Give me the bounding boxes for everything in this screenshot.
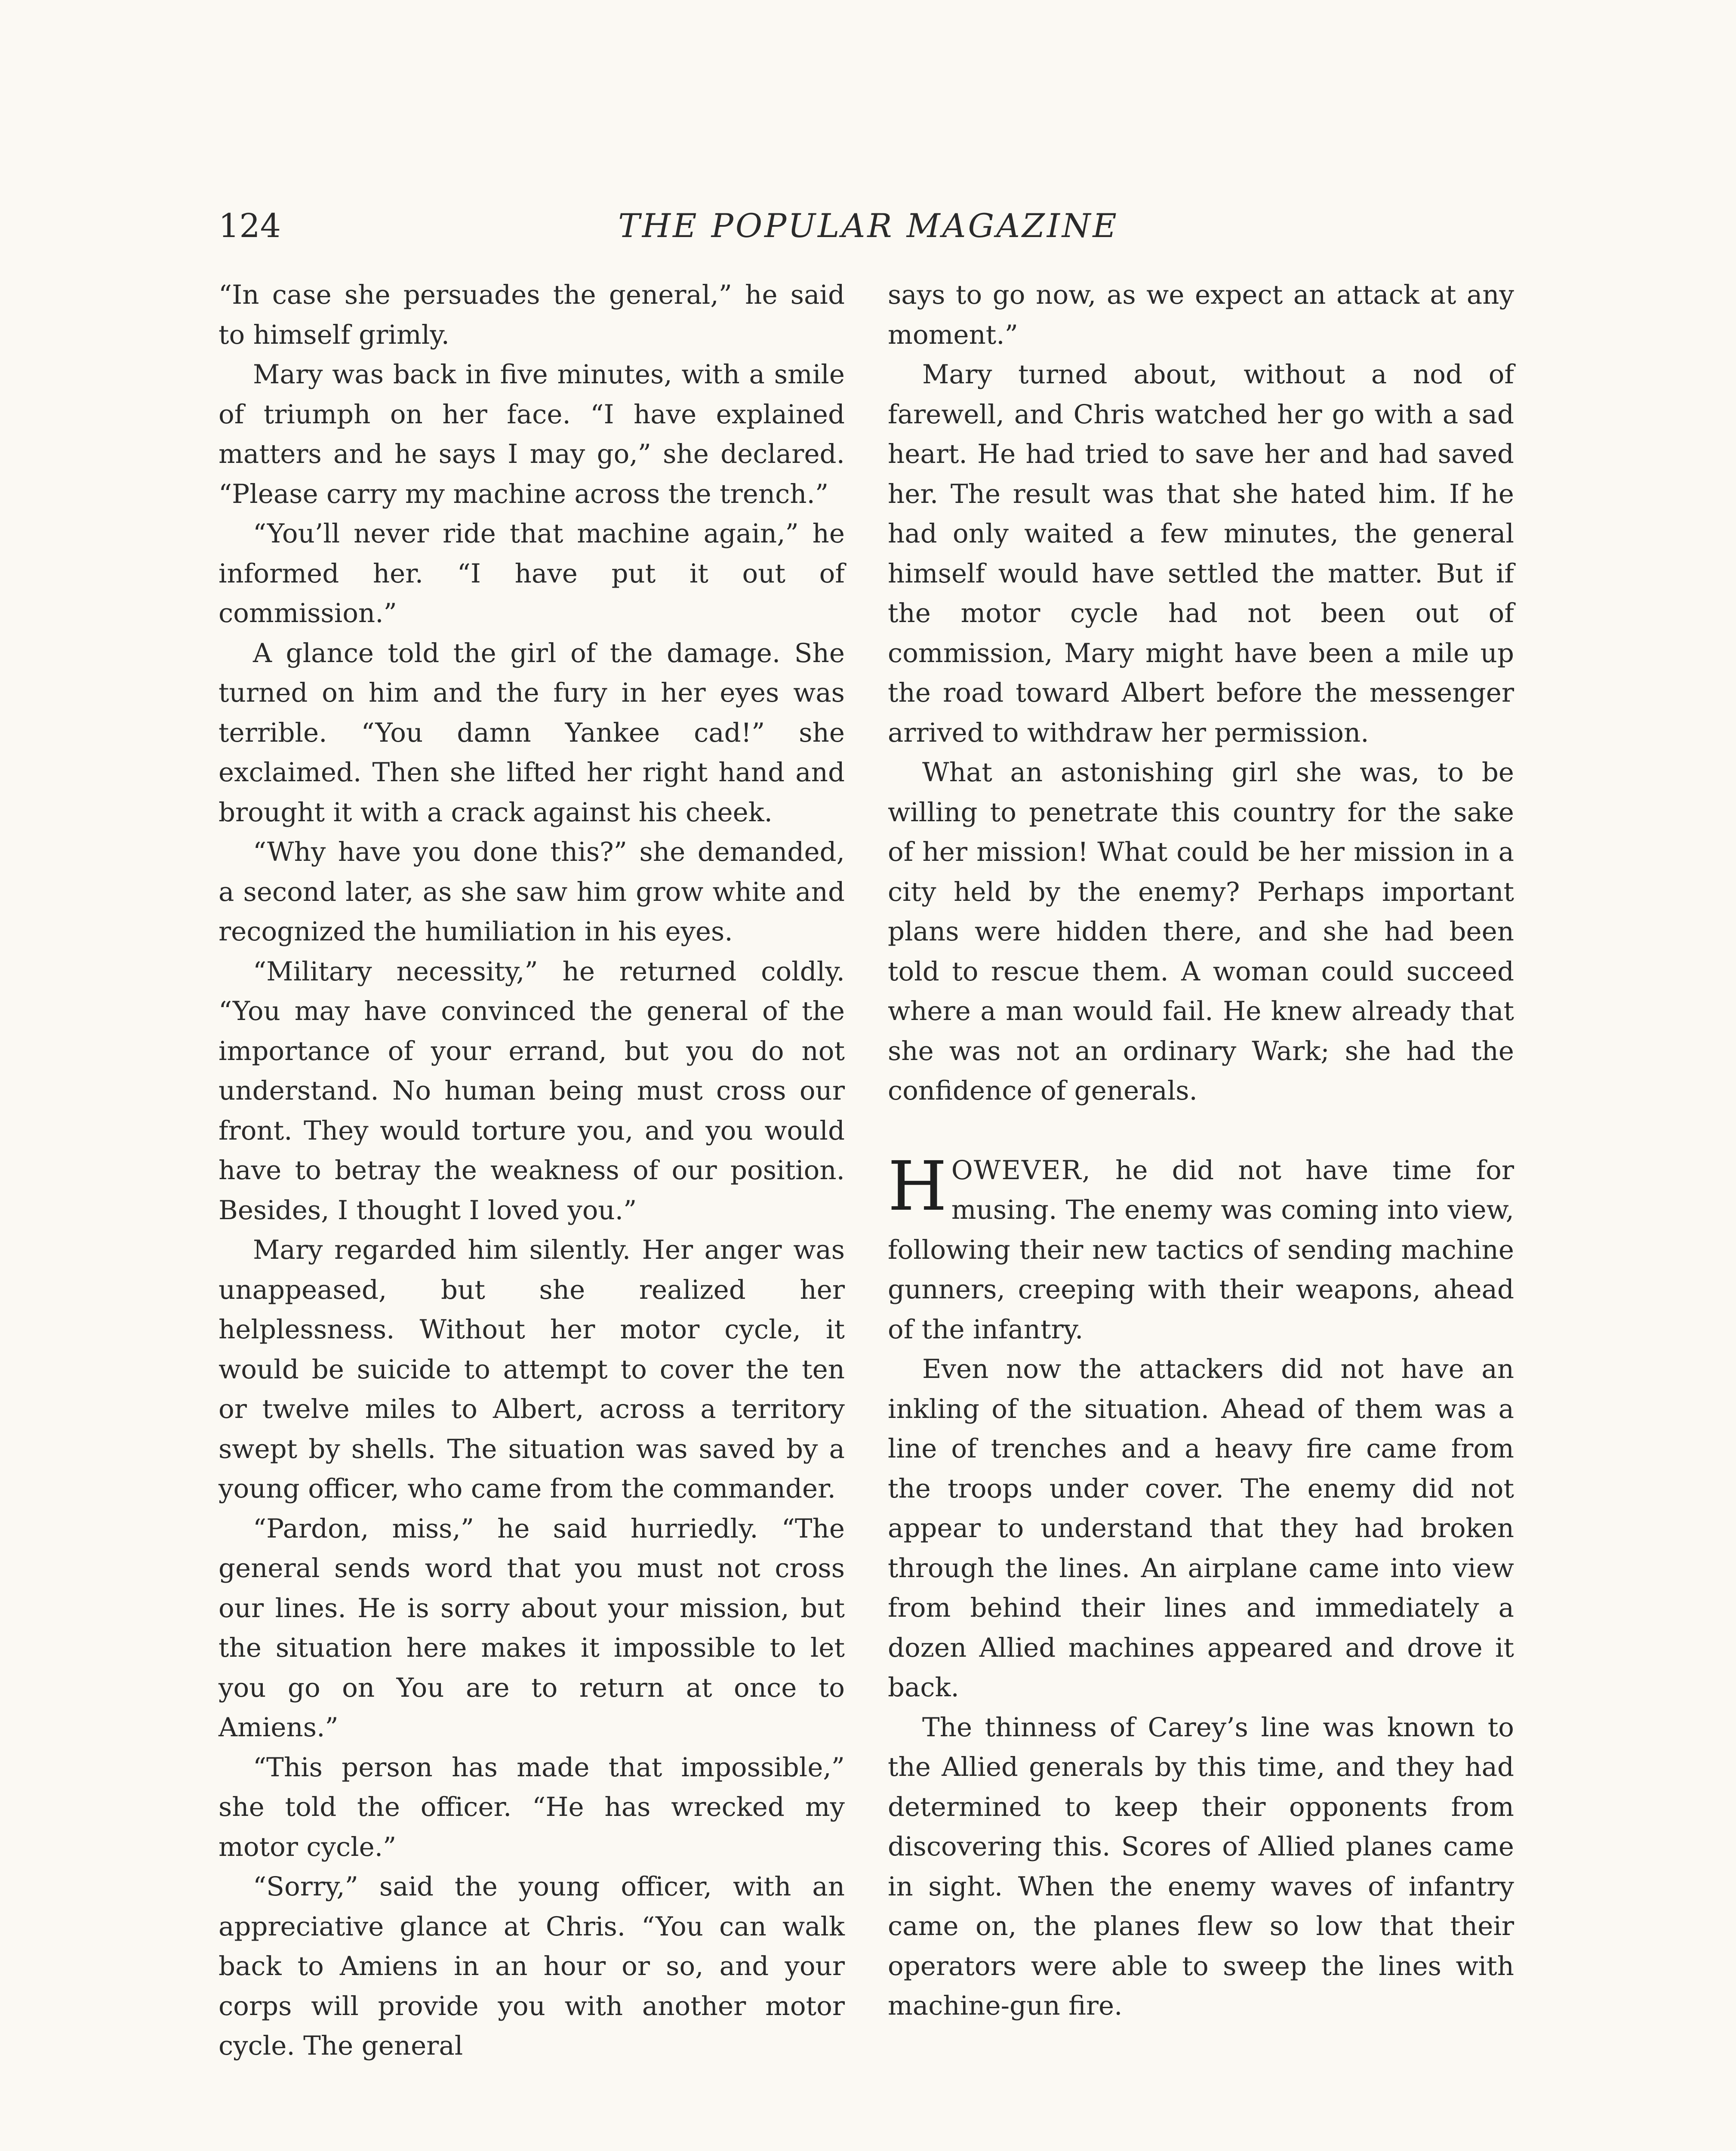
paragraph: “Sorry,” said the young officer, with an appreciative glance at Chris. “You can walk back to Amiens in an hour or so, and your corps will provide you with another motor cycle. The general (219, 1871, 845, 2061)
paragraph: “In case she persuades the general,” he said to himself grimly. (219, 280, 845, 350)
running-title: THE POPULAR MAGAZINE (618, 206, 1119, 245)
section-opening-text: he did not have time for musing. The enemy was coming into view, following their new tactics of sending machine gunners, creeping with their weapons, ahead of the infantry. (888, 1155, 1514, 1345)
paragraph: “Military necessity,” he returned coldly. “You may have convinced the general of the importance of your errand, but you do not understand. No human being must cross our front. They would torture you, and you would have to betray the weakness of our position. Besides, I thought I loved you.” (219, 956, 845, 1226)
paragraph: “Pardon, miss,” he said hurriedly. “The general sends word that you must not cross our lines. He is sorry about your mission, but the situation here makes it impossible to let you go on You are to return at once to Amiens.” (219, 1513, 845, 1743)
left-column (219, 275, 845, 2066)
paragraph: The thinness of Carey’s line was known to the Allied generals by this time, and they had determined to keep their opponents from discovering this. Scores of Allied planes came in sight. When the enemy waves of infantry came on, the planes flew so low that their operators were able to sweep the lines with machine-gun fire. (888, 1712, 1514, 2021)
paragraph: Mary turned about, without a nod of farewell, and Chris watched her go with a sad heart. He had tried to save her and had saved her. The result was that she hated him. If he had only waited a few minutes, the general himself would have settled the matter. But if the motor cycle had not been out of commission, Mary might have been a mile up the road toward Albert before the messenger arrived to withdraw her permission. (888, 359, 1514, 748)
page-number: 124 (219, 206, 281, 245)
paragraph: What an astonishing girl she was, to be willing to penetrate this country for the sake of her mission! What could be her mission in a city held by the enemy? Perhaps important plans were hidden there, and she had been told to rescue them. A woman could succeed where a man would fail. He knew already that she was not an ordinary Wark; she had the confidence of generals. (888, 757, 1514, 1106)
drop-cap: H (888, 1146, 947, 1226)
section-lead-word: OWEVER, (951, 1155, 1091, 1186)
paragraph: Even now the attackers did not have an inkling of the situation. Ahead of them was a line of trenches and a heavy fire came from the troops under cover. The enemy did not appear to understand that they had broken through the lines. An airplane came into view from behind their lines and immediately a dozen Allied machines appeared and drove it back. (888, 1354, 1514, 1703)
paragraph: “This person has made that impossible,” she told the officer. “He has wrecked my motor cycle.” (219, 1752, 845, 1862)
paragraph: “Why have you done this?” she demanded, a second later, as she saw him grow white and recognized the humiliation in his eyes. (219, 837, 845, 947)
section-opening-paragraph (888, 1146, 1514, 1350)
paragraph: Mary was back in five minutes, with a smile of triumph on her face. “I have explained matters and he says I may go,” she declared. “Please carry my machine across the trench.” (219, 359, 845, 509)
paragraph: Mary regarded him silently. Her anger was unappeased, but she realized her helplessness. Without her motor cycle, it would be suicide to attempt to cover the ten or twelve miles to Albert, across a territory swept by shells. The situation was saved by a young officer, who came from the commander. (219, 1235, 845, 1504)
paragraph: says to go now, as we expect an attack at any moment.” (888, 280, 1514, 350)
right-column (888, 275, 1514, 2026)
paragraph: “You’ll never ride that machine again,” he informed her. “I have put it out of commission.” (219, 518, 845, 629)
paragraph: A glance told the girl of the damage. She turned on him and the fury in her eyes was terrible. “You damn Yankee cad!” she exclaimed. Then she lifted her right hand and brought it with a crack against his cheek. (219, 638, 845, 828)
page-header (219, 202, 1518, 250)
